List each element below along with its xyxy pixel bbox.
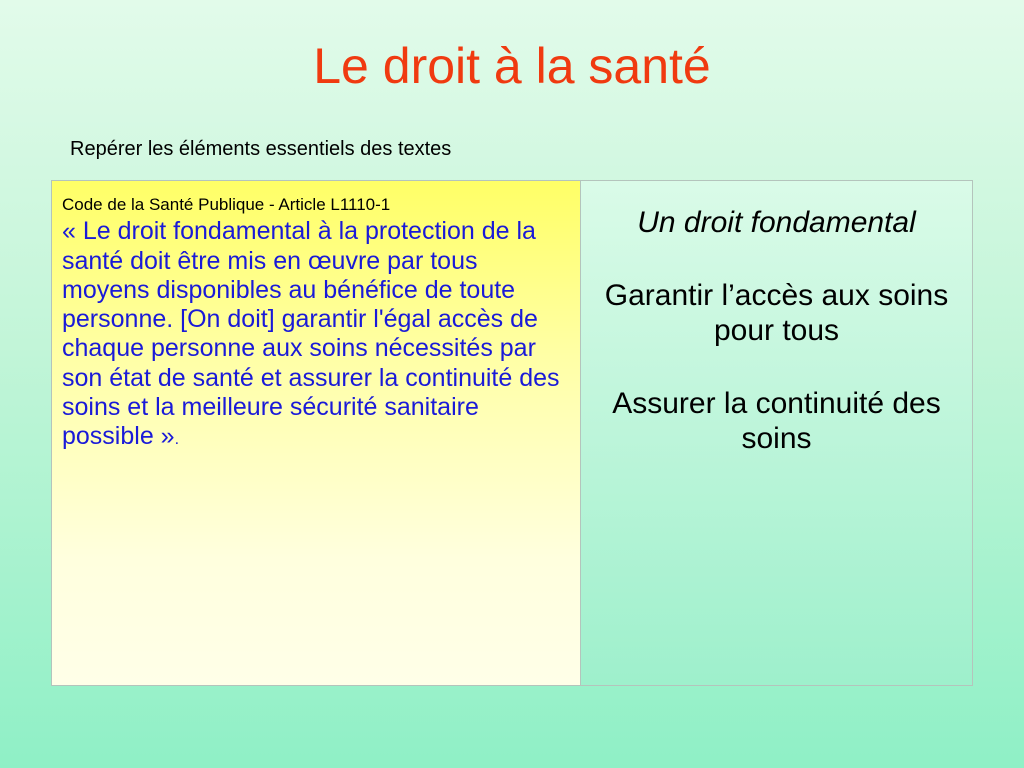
key-points-cell: [581, 181, 972, 685]
key-point-fundamental-right: Un droit fondamental: [637, 206, 916, 239]
content-table: [51, 180, 973, 686]
article-quote-end: .: [174, 431, 180, 449]
article-source: Code de la Santé Publique - Article L1110-1: [62, 195, 391, 214]
article-quote: [62, 217, 570, 451]
key-point-continuity-of-care: Assurer la continuité des soins: [612, 387, 941, 456]
legal-text-cell: [52, 181, 581, 685]
article-quote-text: « Le droit fondamental à la protection de la santé doit être mis en œuvre par tous moyens disponibles au bénéfice de toute personne. [On doit] garantir l'égal accès de chaque personne aux soins nécessités par son état de santé et assurer la continuité des soins et la meilleure sécurité sanitaire possible »: [62, 217, 560, 451]
slide-title: Le droit à la santé: [313, 38, 711, 94]
slide-subtitle: Repérer les éléments essentiels des textes: [70, 138, 452, 160]
key-point-access-to-care: Garantir l’accès aux soins pour tous: [604, 279, 949, 348]
